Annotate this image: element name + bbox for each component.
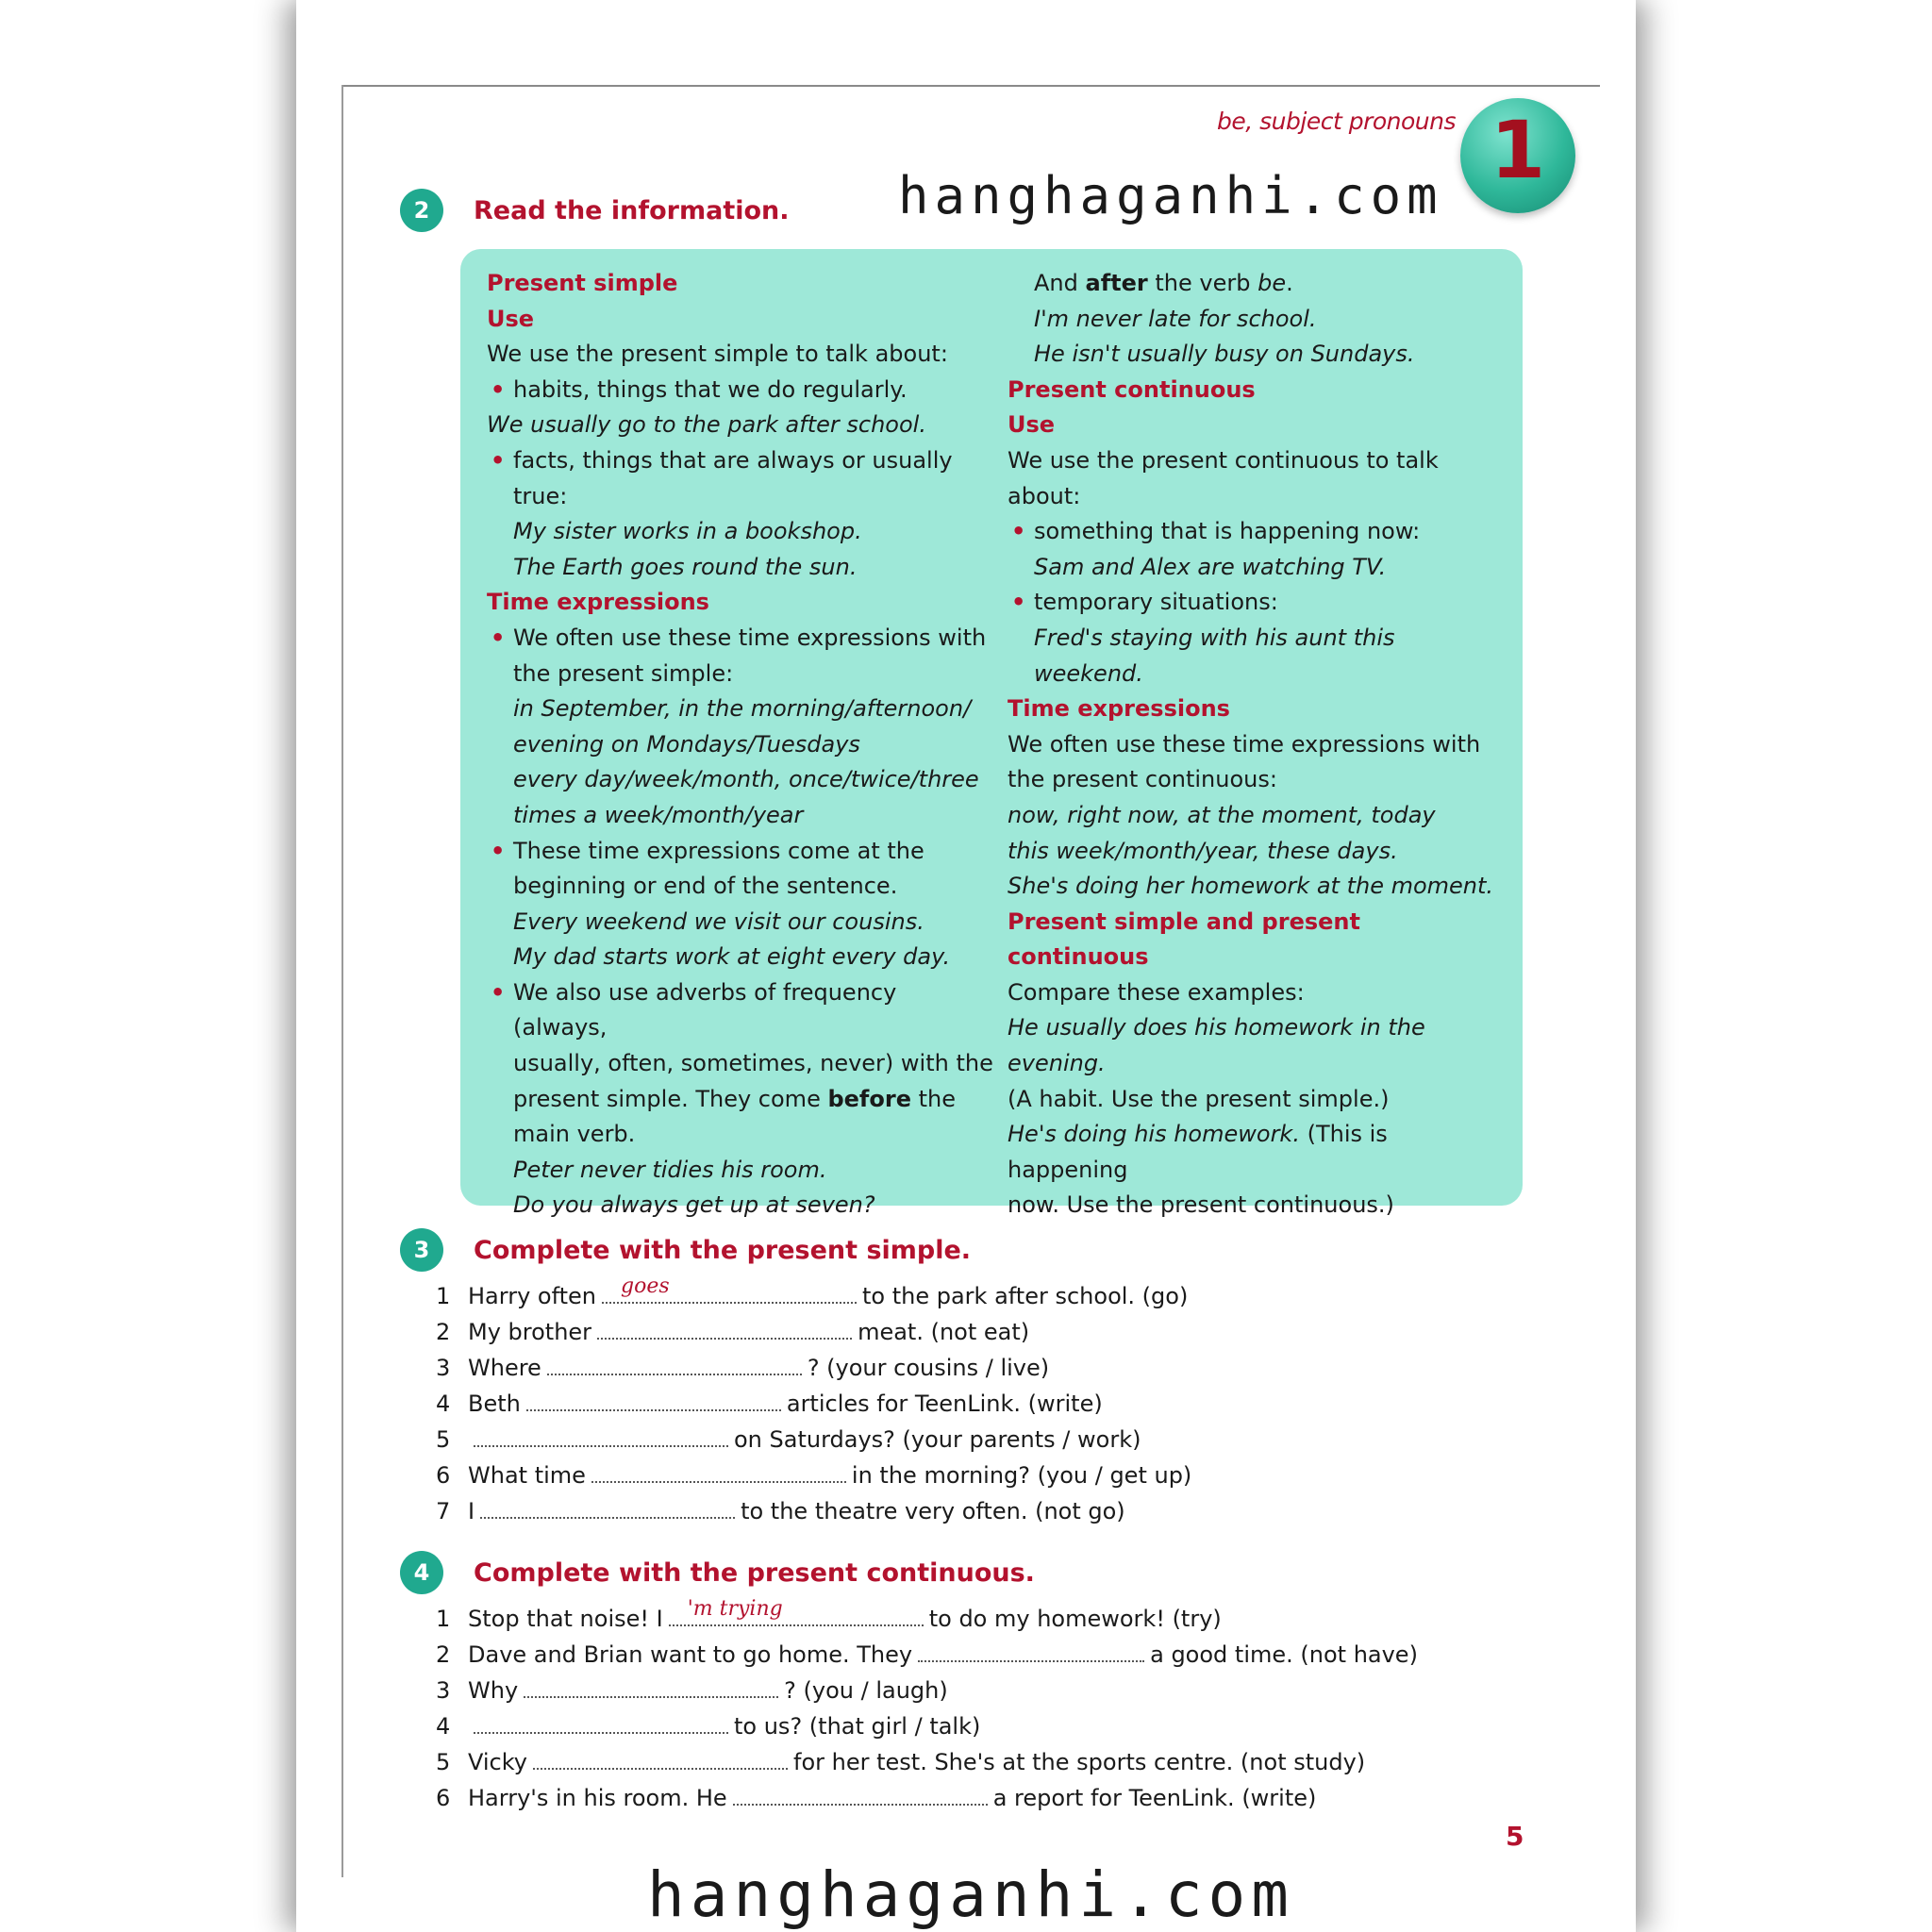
bullet-happening-now: • something that is happening now: xyxy=(1008,514,1498,550)
time-expr-text: We often use these time expressions with xyxy=(1008,730,1481,758)
answer-blank[interactable] xyxy=(533,1747,788,1770)
exercise-number: 4 xyxy=(400,1551,443,1594)
item-text-before: Vicky xyxy=(468,1749,527,1775)
item-text-after: ? (you / laugh) xyxy=(784,1677,948,1704)
item-text-before: Beth xyxy=(468,1391,521,1417)
heading-present-continuous: Present continuous xyxy=(1008,375,1256,403)
answer-blank[interactable] xyxy=(669,1597,924,1626)
example-text: She's doing her homework at the moment. xyxy=(1008,873,1494,900)
heading-compare: Present simple and present continuous xyxy=(1008,908,1360,971)
bullet-adverbs: • We also use adverbs of frequency (always, xyxy=(487,975,996,1046)
heading-present-simple: Present simple xyxy=(487,270,678,296)
bullet-adverbs-cont: main verb. xyxy=(513,1121,636,1148)
item-number: 5 xyxy=(436,1749,451,1775)
exercise-4-items xyxy=(436,1597,1418,1819)
item-text-after: for her test. She's at the sports centre. (not study) xyxy=(793,1749,1366,1775)
italic-word: be xyxy=(1257,270,1287,296)
item-text-after: on Saturdays? (your parents / work) xyxy=(734,1426,1141,1453)
exercise-item xyxy=(436,1274,1191,1317)
exercise-title: Complete with the present continuous. xyxy=(474,1557,1035,1588)
handwritten-answer: goes xyxy=(621,1274,670,1298)
text: the verb xyxy=(1147,270,1258,296)
item-text-before: Dave and Brian want to go home. They xyxy=(468,1641,913,1668)
item-text-before: What time xyxy=(468,1462,586,1489)
bullet-temporary: • temporary situations: xyxy=(1008,585,1498,621)
example-text: He usually does his homework in the evening. xyxy=(1008,1014,1425,1077)
text: present simple. They come xyxy=(513,1085,828,1112)
use-label: Use xyxy=(487,305,535,332)
item-number: 1 xyxy=(436,1606,451,1632)
item-number: 4 xyxy=(436,1391,451,1417)
unit-number-badge xyxy=(1460,98,1575,213)
item-text-after: to the theatre very often. (not go) xyxy=(741,1498,1125,1524)
intro-text: We use the present simple to talk about: xyxy=(487,341,948,368)
item-text-before: My brother xyxy=(468,1319,592,1345)
item-text-before: Where xyxy=(468,1355,541,1381)
heading-time-expressions: Time expressions xyxy=(487,589,709,616)
item-number: 5 xyxy=(436,1426,451,1453)
bold-word: after xyxy=(1085,270,1148,296)
heading-time-expressions: Time expressions xyxy=(1008,695,1230,723)
bullet-time-expr: • We often use these time expressions with xyxy=(487,621,996,657)
bullet-adverbs-cont xyxy=(487,1082,996,1118)
grammar-info-box xyxy=(460,249,1523,1219)
time-expression: now, right now, at the moment, today xyxy=(1008,801,1436,828)
bullet-adverbs-cont: usually, often, sometimes, never) with the xyxy=(513,1050,993,1077)
use-label: Use xyxy=(1008,411,1056,439)
handwritten-answer: 'm trying xyxy=(687,1597,783,1621)
info-column-left xyxy=(487,266,996,1224)
exercise-item xyxy=(436,1711,1418,1747)
item-text-after: a report for TeenLink. (write) xyxy=(992,1785,1317,1811)
answer-blank[interactable] xyxy=(918,1640,1144,1662)
example-text: My sister works in a bookshop. xyxy=(513,518,862,545)
page-margin-rule xyxy=(341,85,343,1877)
example-text: Do you always get up at seven? xyxy=(513,1191,875,1219)
answer-blank[interactable] xyxy=(733,1783,988,1806)
answer-blank[interactable] xyxy=(526,1389,781,1411)
item-text-after: in the morning? (you / get up) xyxy=(851,1462,1192,1489)
item-number: 6 xyxy=(436,1785,451,1811)
example-text: I'm never late for school. xyxy=(1034,305,1317,332)
item-number: 2 xyxy=(436,1641,451,1668)
item-text-after: meat. (not eat) xyxy=(858,1319,1030,1345)
bold-word: before xyxy=(827,1085,911,1112)
item-text-before: Harry's in his room. He xyxy=(468,1785,727,1811)
answer-blank[interactable] xyxy=(474,1424,728,1447)
answer-blank[interactable] xyxy=(547,1353,802,1375)
item-text-after: to the park after school. (go) xyxy=(862,1283,1189,1309)
time-expr-text: the present continuous: xyxy=(1008,766,1277,793)
unit-number: 1 xyxy=(1490,104,1546,196)
bullet-habits: • habits, things that we do regularly. xyxy=(487,373,996,408)
page-number: 5 xyxy=(1506,1821,1524,1852)
info-column-right xyxy=(1008,266,1498,1224)
bullet-facts-cont: true: xyxy=(513,482,568,509)
exercise-item xyxy=(436,1496,1191,1532)
answer-blank[interactable] xyxy=(524,1675,778,1698)
item-text-after: articles for TeenLink. (write) xyxy=(786,1391,1103,1417)
example-text: Sam and Alex are watching TV. xyxy=(1034,553,1387,580)
exercise-title: Read the information. xyxy=(474,195,790,225)
example-text: We usually go to the park after school. xyxy=(487,411,926,439)
exercise-3-header xyxy=(400,1228,971,1272)
item-text-after: to do my homework! (try) xyxy=(928,1606,1222,1632)
answer-blank[interactable] xyxy=(597,1317,852,1340)
text: the xyxy=(910,1085,956,1112)
item-number: 2 xyxy=(436,1319,451,1345)
item-number: 7 xyxy=(436,1498,451,1524)
example-note: now. Use the present continuous.) xyxy=(1008,1191,1394,1219)
example-with-note xyxy=(1008,1117,1498,1188)
exercise-number: 2 xyxy=(400,189,443,232)
answer-blank[interactable] xyxy=(602,1274,857,1304)
answer-blank[interactable] xyxy=(480,1496,735,1519)
compare-intro: Compare these examples: xyxy=(1008,978,1305,1006)
item-text-after: to us? (that girl / talk) xyxy=(734,1713,981,1740)
time-expression: this week/month/year, these days. xyxy=(1008,837,1398,864)
time-expression: evening on Mondays/Tuesdays xyxy=(513,730,860,758)
intro-text: We use the present continuous to talk xyxy=(1008,446,1439,474)
exercise-2-header xyxy=(400,189,790,232)
item-number: 6 xyxy=(436,1462,451,1489)
exercise-item xyxy=(436,1640,1418,1675)
bullet-time-expr-cont: the present simple: xyxy=(513,659,734,687)
watermark-bottom: hanghaganhi.com xyxy=(647,1858,1295,1931)
exercise-item xyxy=(436,1675,1418,1711)
exercise-title: Complete with the present simple. xyxy=(474,1235,972,1265)
exercise-item xyxy=(436,1783,1418,1819)
exercise-number: 3 xyxy=(400,1228,443,1272)
time-expression: times a week/month/year xyxy=(513,801,804,828)
item-number: 4 xyxy=(436,1713,451,1740)
after-be-rule xyxy=(1008,266,1498,302)
item-text-after: a good time. (not have) xyxy=(1150,1641,1418,1668)
example-note: (This is happening xyxy=(1008,1121,1388,1183)
exercise-item xyxy=(436,1353,1191,1389)
item-text-before: Harry often xyxy=(468,1283,596,1309)
bullet-position: • These time expressions come at the xyxy=(487,834,996,870)
exercise-4-header xyxy=(400,1551,1035,1594)
page-top-rule xyxy=(341,85,1600,87)
example-text: Peter never tidies his room. xyxy=(513,1156,827,1183)
item-number: 1 xyxy=(436,1283,451,1309)
exercise-3-items xyxy=(436,1274,1192,1532)
bullet-position-cont: beginning or end of the sentence. xyxy=(513,873,898,900)
exercise-item xyxy=(436,1460,1191,1496)
answer-blank[interactable] xyxy=(591,1460,846,1483)
item-text-after: ? (your cousins / live) xyxy=(807,1355,1050,1381)
time-expression: in September, in the morning/afternoon/ xyxy=(513,695,972,723)
item-number: 3 xyxy=(436,1677,451,1704)
example-text: He isn't usually busy on Sundays. xyxy=(1034,341,1415,368)
example-text: The Earth goes round the sun. xyxy=(513,553,858,580)
example-text: My dad starts work at eight every day. xyxy=(513,943,951,971)
example-text: Every weekend we visit our cousins. xyxy=(513,908,924,935)
example-note: (A habit. Use the present simple.) xyxy=(1008,1085,1390,1112)
example-text: Fred's staying with his aunt this weekend. xyxy=(1034,624,1395,687)
exercise-item xyxy=(436,1424,1191,1460)
bullet-facts: • facts, things that are always or usually xyxy=(487,443,996,479)
time-expression: every day/week/month, once/twice/three xyxy=(513,766,979,793)
exercise-item xyxy=(436,1389,1191,1424)
exercise-item xyxy=(436,1317,1191,1353)
text: And xyxy=(1034,270,1086,296)
item-number: 3 xyxy=(436,1355,451,1381)
exercise-item xyxy=(436,1597,1418,1640)
unit-topic: be, subject pronouns xyxy=(1217,108,1457,135)
answer-blank[interactable] xyxy=(474,1711,728,1734)
example-text: He's doing his homework. xyxy=(1008,1121,1300,1148)
item-text-before: I xyxy=(468,1498,475,1524)
item-text-before: Why xyxy=(468,1677,519,1704)
exercise-item xyxy=(436,1747,1418,1783)
item-text-before: Stop that noise! I xyxy=(468,1606,663,1632)
text: . xyxy=(1286,270,1293,296)
intro-text-cont: about: xyxy=(1008,482,1081,509)
watermark-top: hanghaganhi.com xyxy=(898,166,1443,225)
